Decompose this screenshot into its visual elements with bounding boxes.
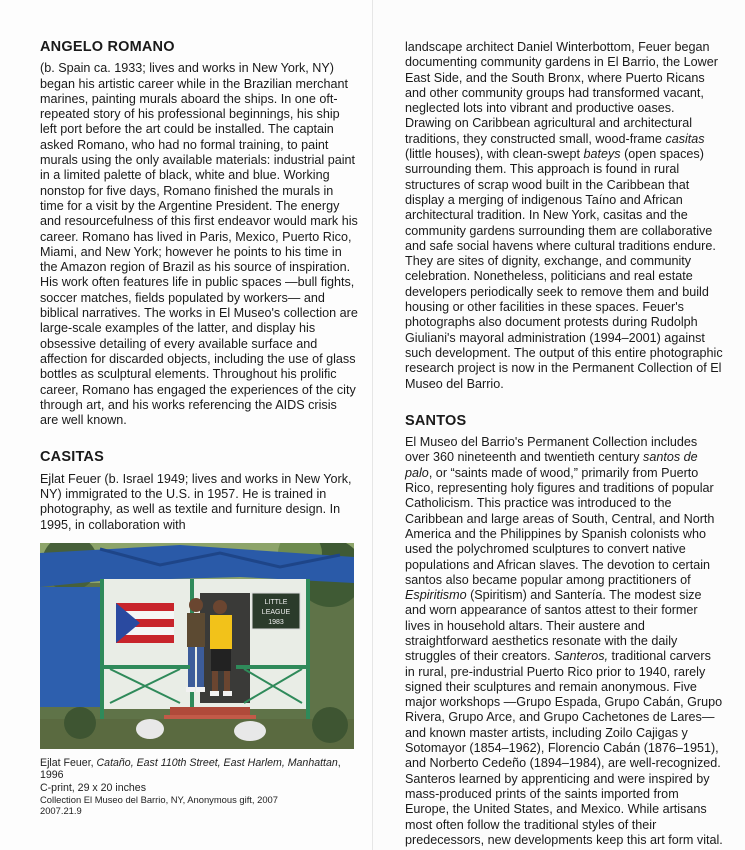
romano-text: (b. Spain ca. 1933; lives and works in New York, NY) began his artistic career while in the Brazilian merchant marines, painting murals aboard the ships. In one oft-repeated story of his professional beginnings, his ship left port before the art could be installed. The captain asked Romano, who had no formal training, to paint murals using the only available materials: industrial paint in a limited palette of black, white and blue. Working nonstop for five days, Romano finished the murals in time for a visit by the Argentine President. The energy and resourcefulness of this first endeavor would mark his career. Romano has lived in Paris, Mexico, Puerto Rico, Miami, and New York; however he points to his time in the Amazon region of Brazil as his source of inspiration. His work often features life in public spaces —bull fights, soccer matches, fields populated by workers— and biblical narratives. The works in El Museo's collection are large-scale examples of the latter, and display his obsessive detailing of every available surface and affection for discarded objects, including the use of glass bottles as sculptural elements. Throughout his prolific career, Romano has engaged the experiences of the city through art, and his works referencing the AIDS crisis are well known.: [40, 61, 358, 428]
casitas-heading: CASITAS: [40, 449, 104, 466]
caption-year: , 1996: [40, 756, 341, 782]
flag-graphic: [116, 603, 174, 643]
sign-line-3: 1983: [268, 618, 284, 626]
caption-artist: Ejlat Feuer,: [40, 756, 97, 769]
casitas-text: Ejlat Feuer (b. Israel 1949; lives and works in New York, NY) immigrated to the U.S. in 1957. He is trained in photography, as well as textile and furniture design. In 1995, in collaboration with: [40, 471, 352, 532]
caption-medium: C-print, 29 x 20 inches: [40, 781, 146, 794]
casita-photo: [40, 543, 354, 749]
photo-caption: [40, 757, 358, 816]
caption-title-line: [40, 757, 358, 782]
left-column: [40, 40, 358, 816]
right-column: [405, 40, 723, 848]
romano-heading: ANGELO ROMANO: [40, 39, 175, 55]
caption-credit: Collection El Museo del Barrio, NY, Anonymous gift, 2007: [40, 794, 278, 806]
casita-photo-image: [40, 543, 354, 749]
santos-text: El Museo del Barrio's Permanent Collection includes over 360 nineteenth and twentieth century santos de palo, or “saints made of wood,” primarily from Puerto Rico, representing holy figures and traditions of popular Catholicism. This practice was introduced to the Caribbean and large areas of South, Central, and North America and the Philippines by Spanish colonists who used the polychromed sculptures to convert native populations and African slaves. The devotion to certain santos also became popular among practitioners of Espiritismo (Spiritism) and Santería. The modest size and worn appearance of santos attest to their former lives in household altars. Their austere and straightforward aesthetics resonate with the daily struggles of their creators. Santeros, traditional carvers in rural, pre-industrial Puerto Rico prior to 1940, rarely signed their sculptures and remain anonymous. Five major workshops —Grupo Espada, Grupo Cabán, Grupo Rivera, Grupo Arce, and Grupo Cachetones de Lares— and known master artists, including Zoilo Cajigas y Sotomayor (1854–1962), Florencio Cabán (1876–1951), and Norberto Cedeño (1894–1984), are well-recognized. Santeros learned by apprenticing and were inspired by mass-produced prints of the saints imported from Europe, the United States, and Mexico. While artisans most often follow the traditional styles of their predecessors, new developments keep this art form vital.: [405, 435, 723, 847]
santos-heading: SANTOS: [405, 412, 467, 429]
sign-line-1: LITTLE: [264, 598, 288, 606]
casitas-continued-text: landscape architect Daniel Winterbottom, Feuer began documenting community gardens in El Barrio, the Lower East Side, and the South Bronx, where Puerto Ricans and other community groups had transformed vacant, neglected lots into vibrant and productive oases. Drawing on Caribbean agricultural and architectural traditions, they constructed small, wood-frame casitas (little houses), with clean-swept bateys (open spaces) surrounding them. This approach is found in rural structures of scrap wood built in the Caribbean that display a merging of indigenous Taíno and African architectural tradition. In New York, casitas and the community gardens surrounding them are collaborative and safe social havens where cultural traditions endure. They are sites of dignity, exchange, and community celebration. Nonetheless, politicians and real estate developers periodically seek to remove them and build housing or other facilities in these spaces. Feuer's photographs also document protests during Rudolph Giuliani's mayoral administration (1994–2001) against such development. The output of this entire photographic research project is now in the Permanent Collection of El Museo del Barrio.: [405, 40, 723, 391]
caption-accession: 2007.21.9: [40, 805, 82, 817]
caption-title: Cataño, East 110th Street, East Harlem, Manhattan: [96, 756, 338, 769]
sign-line-2: LEAGUE: [261, 608, 291, 616]
